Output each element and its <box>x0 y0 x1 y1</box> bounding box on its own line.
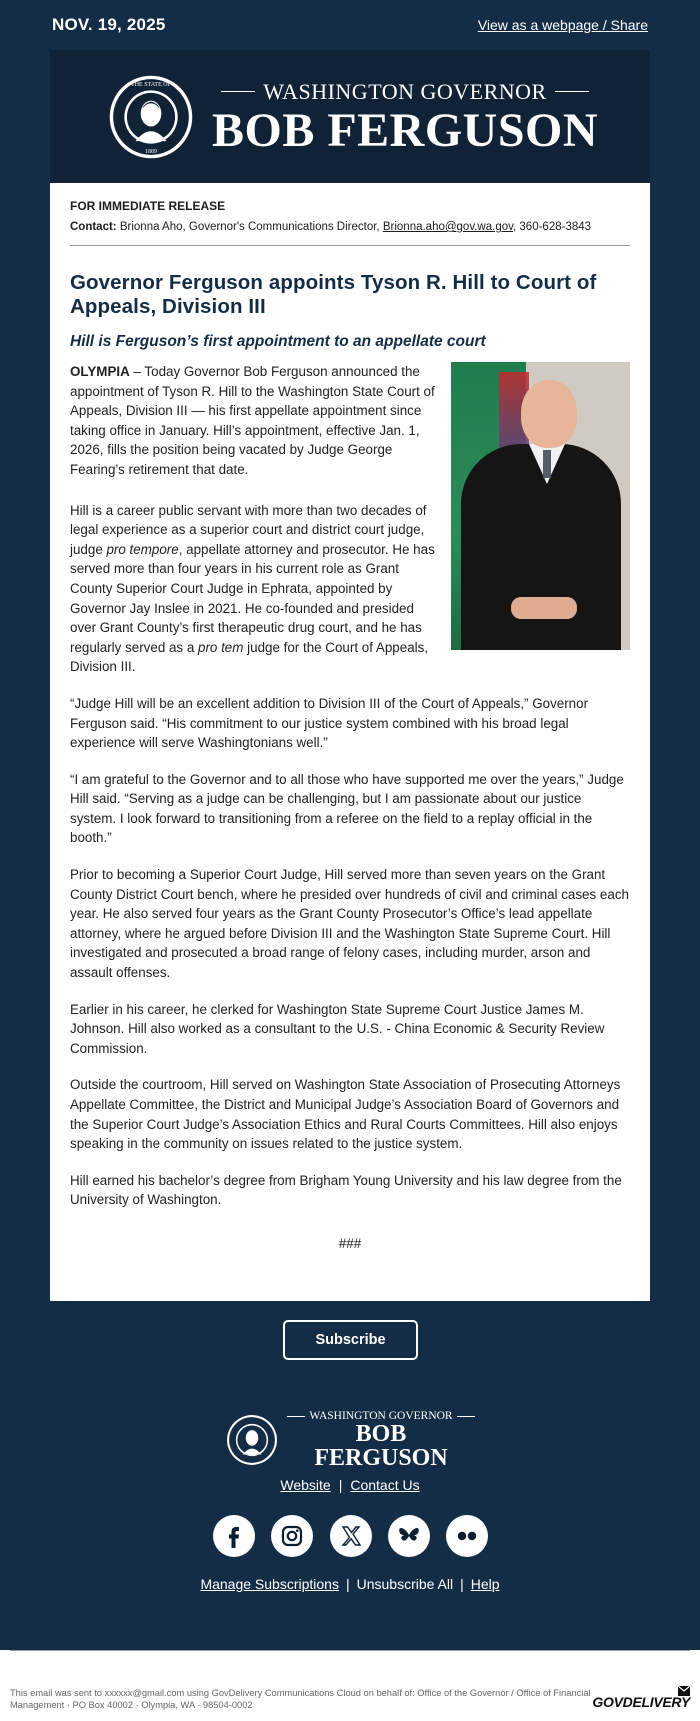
help-link[interactable]: Help <box>470 1576 500 1592</box>
contact-label: Contact: <box>70 221 117 233</box>
state-seal-icon <box>108 74 194 160</box>
masthead-title <box>212 79 598 155</box>
legal-footer <box>0 1650 700 1721</box>
contact-text: Brionna Aho, Governor's Communications Director, <box>119 221 380 233</box>
legal-divider <box>10 1650 690 1651</box>
footer-big-title: BOB FERGUSON <box>314 1421 448 1471</box>
contact-line <box>70 221 630 233</box>
paragraph-2-text-c: judge for the Court of Appeals, Division III. <box>70 639 429 675</box>
manage-subscriptions-link[interactable]: Manage Subscriptions <box>200 1576 339 1592</box>
article-body <box>70 362 630 1254</box>
paragraph-2-text-a: Hill is a career public servant with more than two decades of legal experience as a superior court and district court judge, judge <box>70 502 427 557</box>
subscription-links <box>0 1576 700 1592</box>
divider <box>70 245 630 246</box>
end-mark: ### <box>338 1235 362 1251</box>
paragraph-5: Prior to becoming a Superior Court Judge, Hill served more than seven years on the Grant County District Court bench, where he presided over hundreds of civil and criminal cases each year. He also served four years as the Grant County Prosecutor’s Office’s lead appellate attorney, where he argued before Division III and the Washington State Supreme Court. Hill investigated and prosecuted a broad range of felony cases, including murder, arson and assault offenses. <box>70 867 629 981</box>
contact-phone: , 360-628-3843 <box>513 221 592 233</box>
legal-text: This email was sent to xxxxxx@gmail.com using GovDelivery Communications Cloud on behalf of: Office of the Governor / Office of Financial Management · PO Box 40002 · Olympia, WA · 98504-0002 <box>10 1688 591 1710</box>
facebook-icon[interactable] <box>213 1515 255 1557</box>
paragraph-8: Hill earned his bachelor’s degree from Brigham Young University and his law degree from the University of Washington. <box>70 1172 622 1208</box>
svg-text:THE STATE OF: THE STATE OF <box>130 81 171 88</box>
top-bar <box>0 0 700 50</box>
instagram-icon[interactable] <box>271 1515 313 1557</box>
paragraph-2-italic-2: pro tem <box>198 639 244 655</box>
subscribe-button[interactable]: Subscribe <box>283 1320 418 1360</box>
footer-links <box>0 1477 700 1493</box>
paragraph-7: Outside the courtroom, Hill served on Washington State Association of Prosecuting Attorneys Appellate Committee, the District and Municipal Judge’s Association Board of Governors and the Superior Court Judge’s Association Ethics and Rural Courts Committees. Hill also enjoys speaking in the community on issues related to the justice system. <box>70 1077 621 1152</box>
bluesky-icon[interactable] <box>388 1515 430 1557</box>
footer-logo <box>226 1410 476 1471</box>
flickr-icon[interactable] <box>446 1515 488 1557</box>
paragraph-1-text: – Today Governor Bob Ferguson announced the appointment of Tyson R. Hill to the Washington State Court of Appeals, Division III — his first appellate appointment since taking office in January. Hill’s appointment, effective Jan. 1, 2026, fills the position being vacated by Judge George Fearing’s retirement that date. <box>70 364 435 477</box>
paragraph-3: “Judge Hill will be an excellent addition to Division III of the Court of Appeals,” Governor Ferguson said. “His commitment to our justice system combined with his broad legal experience will serve Washingtonians well.” <box>70 695 589 751</box>
headline: Governor Ferguson appoints Tyson R. Hill to Court of Appeals, Division III <box>70 271 597 318</box>
subhead: Hill is Ferguson’s first appointment to an appellate court <box>70 333 486 350</box>
footer-small-title: WASHINGTON GOVERNOR <box>309 1410 453 1422</box>
view-webpage-share-link[interactable]: View as a webpage / Share <box>477 17 648 33</box>
paragraph-2-italic-1: pro tempore <box>106 541 179 557</box>
judge-photo <box>451 362 630 650</box>
separator: | <box>460 1576 464 1592</box>
social-links <box>213 1515 488 1557</box>
contact-us-link[interactable]: Contact Us <box>350 1477 420 1493</box>
masthead-small-title: WASHINGTON GOVERNOR <box>263 78 547 104</box>
masthead-big-title: BOB FERGUSON <box>211 103 599 157</box>
release-label: FOR IMMEDIATE RELEASE <box>70 199 226 213</box>
issue-date: NOV. 19, 2025 <box>52 15 166 34</box>
paragraph-4: “I am grateful to the Governor and to all those who have supported me over the years,” Judge Hill said. “Serving as a judge can be challenging, but I am passionate about our justice system. I look forward to transitioning from a referee on the field to a replay official in the booth.” <box>70 771 624 846</box>
separator: | <box>338 1477 343 1493</box>
unsubscribe-all-link[interactable]: Unsubscribe All <box>356 1576 454 1592</box>
paragraph-2-text-b: , appellate attorney and prosecutor. He has served more than four years in his current role as Grant County Superior Court Judge in Ephrata, appointed by Governor Jay Inslee in 2021. He co-founded and presided over Grant County’s first therapeutic drug court, and he has regularly served as a <box>70 541 435 655</box>
separator: | <box>345 1576 350 1592</box>
dateline: OLYMPIA <box>70 364 130 379</box>
website-link[interactable]: Website <box>280 1477 331 1493</box>
email-card <box>50 50 650 1301</box>
contact-email-link[interactable]: Brionna.aho@gov.wa.gov <box>382 221 514 233</box>
govdelivery-logo: GOVDELIVERY <box>592 1694 690 1710</box>
paragraph-6: Earlier in his career, he clerked for Washington State Supreme Court Justice James M. Johnson. Hill also worked as a consultant to the U.S. - China Economic & Security Review Commission. <box>70 1001 605 1056</box>
footer-seal-icon <box>226 1414 278 1466</box>
x-icon[interactable] <box>330 1515 372 1557</box>
masthead <box>50 50 650 183</box>
svg-text:1889: 1889 <box>144 148 157 155</box>
